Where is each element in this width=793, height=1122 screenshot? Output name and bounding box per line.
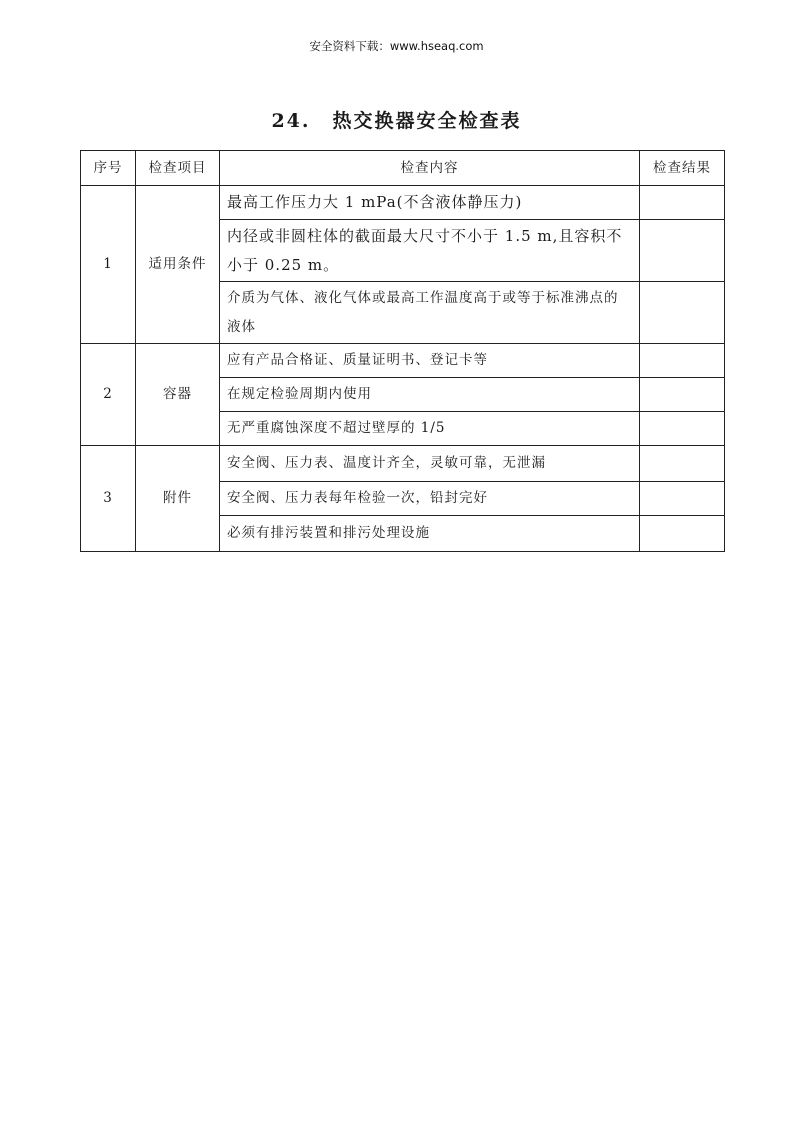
- row-result: [640, 220, 725, 282]
- row-item: 附件: [136, 446, 220, 552]
- title-number: 24.: [271, 110, 311, 132]
- page-header: 安全资料下载：www.hseaq.com: [309, 39, 484, 53]
- table-header-row: [81, 151, 725, 186]
- col-header-item: 检查项目: [136, 151, 220, 186]
- col-header-result: 检查结果: [640, 151, 725, 186]
- row-result: [640, 516, 725, 552]
- row-content: 应有产品合格证、质量证明书、登记卡等: [220, 344, 640, 378]
- row-content: 无严重腐蚀深度不超过壁厚的 1/5: [220, 412, 640, 446]
- table-row: [81, 186, 725, 220]
- row-content: 安全阀、压力表、温度计齐全，灵敏可靠，无泄漏: [220, 446, 640, 482]
- row-content: 内径或非圆柱体的截面最大尺寸不小于 1.5 m,且容积不小于 0.25 m。: [220, 220, 640, 282]
- row-index: 1: [81, 186, 136, 344]
- title-text: 热交换器安全检查表: [332, 110, 522, 132]
- row-result: [640, 378, 725, 412]
- row-index: 2: [81, 344, 136, 446]
- table-row: [81, 344, 725, 378]
- row-result: [640, 344, 725, 378]
- row-result: [640, 412, 725, 446]
- col-header-content: 检查内容: [220, 151, 640, 186]
- document-title: [0, 106, 793, 133]
- row-result: [640, 282, 725, 344]
- row-content: 安全阀、压力表每年检验一次，铅封完好: [220, 482, 640, 516]
- table-row: [81, 446, 725, 482]
- col-header-index: 序号: [81, 151, 136, 186]
- inspection-table: [80, 150, 725, 552]
- row-item: 容器: [136, 344, 220, 446]
- row-result: [640, 186, 725, 220]
- row-result: [640, 482, 725, 516]
- row-content: 最高工作压力大 1 mPa(不含液体静压力): [220, 186, 640, 220]
- row-content: 在规定检验周期内使用: [220, 378, 640, 412]
- row-content: 介质为气体、液化气体或最高工作温度高于或等于标准沸点的液体: [220, 282, 640, 344]
- row-index: 3: [81, 446, 136, 552]
- row-item: 适用条件: [136, 186, 220, 344]
- row-result: [640, 446, 725, 482]
- row-content: 必须有排污装置和排污处理设施: [220, 516, 640, 552]
